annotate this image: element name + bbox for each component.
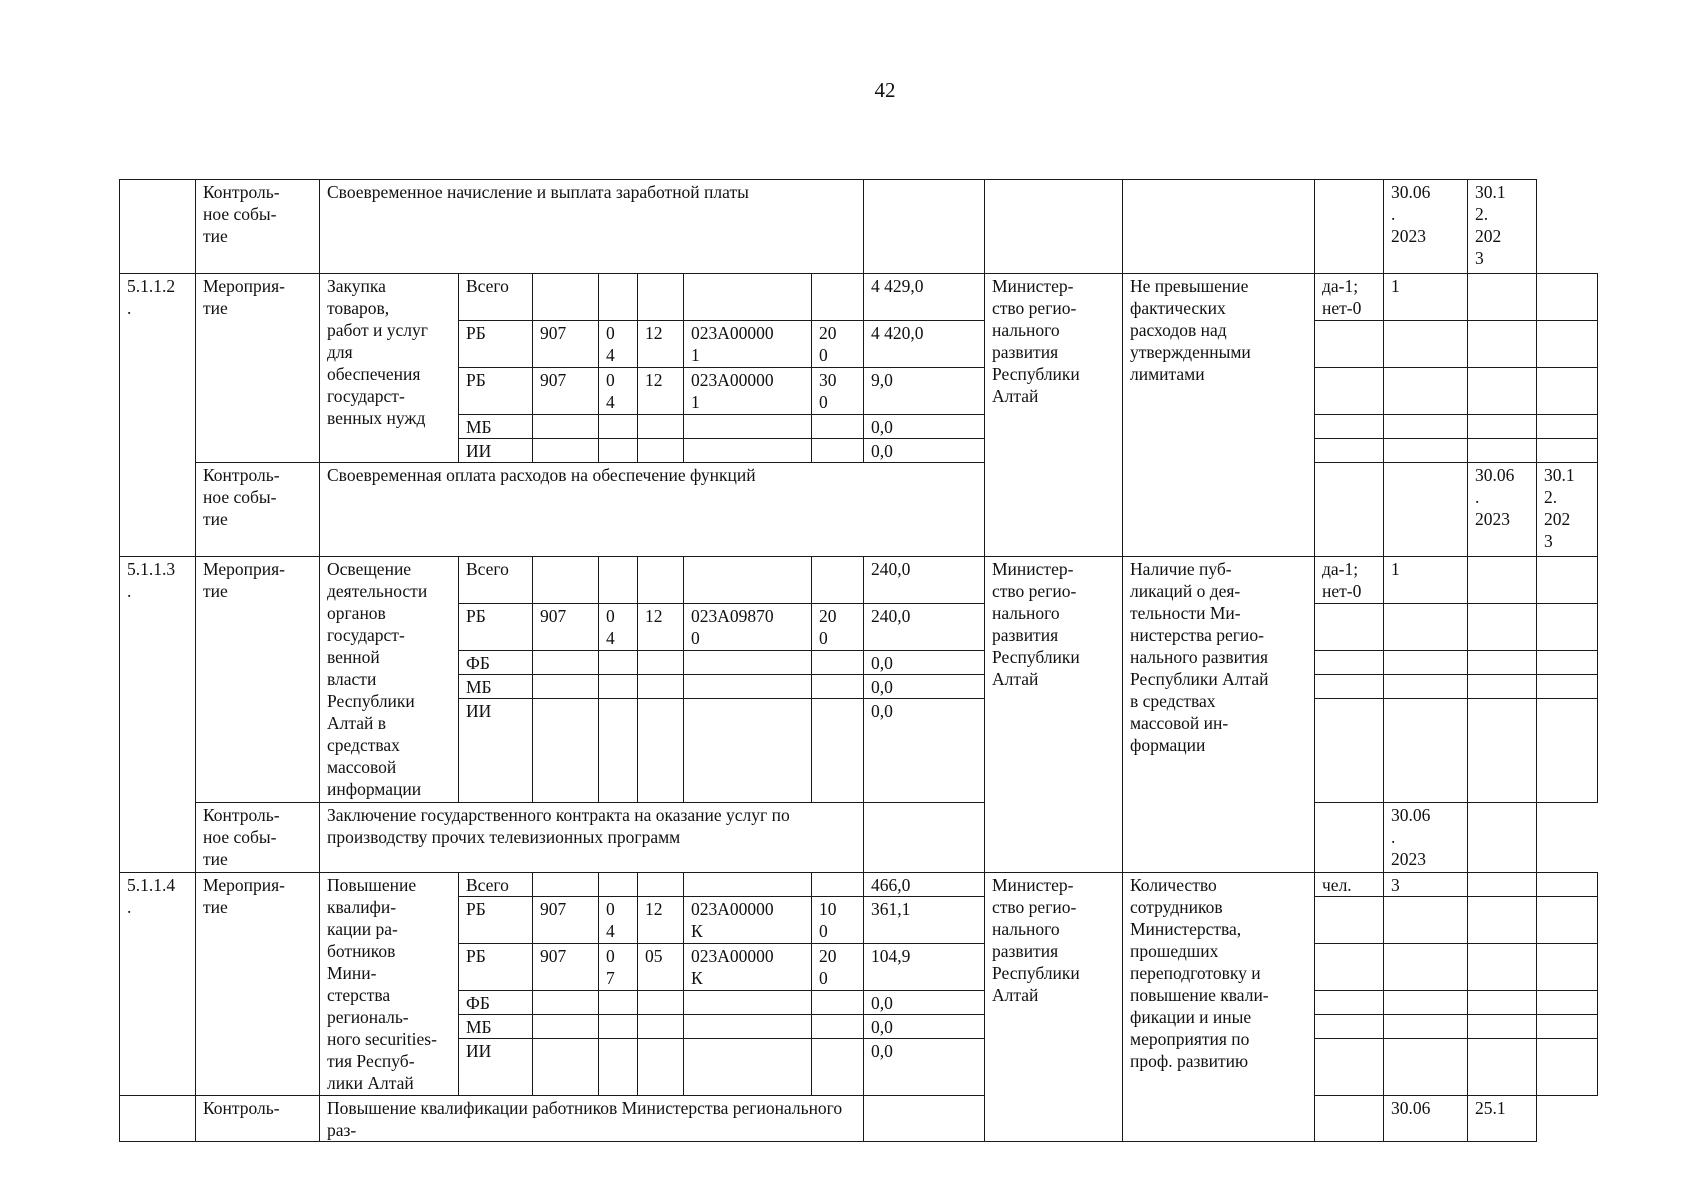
unit-cell [1315,897,1384,944]
date-end: 30.1 2. 202 3 [1537,463,1598,557]
executor-cell: Министер- ство регио- нального развития Республики Алтай [985,873,1123,1142]
fund-vr [812,675,864,699]
value-cell [1384,1015,1468,1039]
unit-cell [1315,415,1384,439]
fund-csr [684,415,812,439]
fund-pr: 12 [638,321,684,368]
fund-vr [812,557,864,604]
fund-csr [684,439,812,463]
fund-vr [812,439,864,463]
executor-cell: Министер- ство регио- нального развития Республики Алтай [985,557,1123,873]
fund-csr [684,274,812,321]
date-end [1537,944,1598,991]
unit-cell: чел. [1315,873,1384,897]
fund-rz [599,675,638,699]
fund-amount: 240,0 [864,557,985,604]
fund-pr: 12 [638,368,684,415]
fund-rz [599,873,638,897]
fund-rz [599,274,638,321]
date-start [1468,274,1537,321]
fund-rz [599,1039,638,1096]
unit-cell [1315,1039,1384,1096]
page-number: 42 [874,78,896,102]
date-end [1537,699,1598,803]
fund-vr: 30 0 [812,368,864,415]
unit-cell [1315,675,1384,699]
fund-pr [638,699,684,803]
date-end [1468,803,1537,873]
date-end [1537,991,1598,1015]
fund-grbs [533,699,599,803]
row-number [120,1096,196,1142]
date-end [1537,368,1598,415]
row-type: Контроль- [196,1096,320,1142]
value-cell [1384,463,1468,557]
fund-amount: 0,0 [864,1039,985,1096]
fund-vr: 20 0 [812,944,864,991]
fund-vr [812,873,864,897]
date-end [1537,873,1598,897]
fund-rz: 0 4 [599,604,638,651]
fund-amount: 0,0 [864,651,985,675]
fund-amount: 4 420,0 [864,321,985,368]
fund-csr [684,557,812,604]
unit-cell [1123,180,1315,274]
date-end [1537,604,1598,651]
date-start [1468,944,1537,991]
fund-grbs [533,873,599,897]
date-start [1468,991,1537,1015]
value-cell [1384,897,1468,944]
fund-rz [599,439,638,463]
fund-amount: 466,0 [864,873,985,897]
fund-vr [812,1039,864,1096]
date-start: 30.06 . 2023 [1468,463,1537,557]
fund-source: МБ [459,415,533,439]
unit-cell [1315,699,1384,803]
date-end [1537,897,1598,944]
fund-vr: 20 0 [812,604,864,651]
indicator-cell: Количество сотрудников Министерства, прошедших переподготовку и повышение квали- фикации и иные мероприятия по проф. развитию [1123,873,1315,1142]
fund-rz: 0 4 [599,897,638,944]
fund-grbs [533,439,599,463]
value-cell [1384,321,1468,368]
unit-cell [1315,439,1384,463]
fund-rz [599,557,638,604]
fund-pr [638,651,684,675]
date-end [1537,1039,1598,1096]
control-event-description: Повышение квалификации работников Министерства регионального раз- [320,1096,864,1142]
date-end [1537,1015,1598,1039]
fund-rz [599,991,638,1015]
row-type: Мероприя- тие [196,274,320,463]
fund-pr [638,557,684,604]
fund-csr: 023А00000 К [684,897,812,944]
fund-source: РБ [459,604,533,651]
fund-grbs [533,651,599,675]
fund-grbs [533,274,599,321]
fund-csr [684,699,812,803]
fund-source: РБ [459,321,533,368]
fund-csr: 023А09870 0 [684,604,812,651]
value-cell [1315,1096,1384,1142]
fund-csr [684,991,812,1015]
fund-pr [638,1039,684,1096]
fund-grbs: 907 [533,321,599,368]
value-cell [1315,180,1384,274]
date-start [1468,439,1537,463]
fund-pr [638,1015,684,1039]
date-start: 30.06 . 2023 [1384,180,1468,274]
date-start [1468,368,1537,415]
fund-vr [812,991,864,1015]
date-start [1468,321,1537,368]
date-end: 30.1 2. 202 3 [1468,180,1537,274]
value-cell [1384,675,1468,699]
unit-cell [1315,604,1384,651]
fund-pr: 12 [638,897,684,944]
fund-amount: 0,0 [864,991,985,1015]
row-type: Мероприя- тие [196,873,320,1096]
fund-pr: 05 [638,944,684,991]
date-start [1468,1039,1537,1096]
fund-amount: 9,0 [864,368,985,415]
control-event-description: Заключение государственного контракта на оказание услуг по производству прочих телевизионных программ [320,803,864,873]
fund-pr [638,439,684,463]
date-end [1537,274,1598,321]
date-start: 30.06 [1384,1096,1468,1142]
indicator-cell: Не превышение фактических расходов над утвержденными лимитами [1123,274,1315,557]
fund-csr [684,1015,812,1039]
fund-rz [599,1015,638,1039]
indicator-cell [985,180,1123,274]
value-cell [1315,803,1384,873]
fund-rz [599,699,638,803]
fund-vr [812,415,864,439]
date-start [1468,873,1537,897]
fund-pr [638,274,684,321]
fund-source: ИИ [459,1039,533,1096]
fund-csr: 023А00000 1 [684,321,812,368]
control-event-description: Своевременная оплата расходов на обеспечение функций [320,463,985,557]
row-type: Мероприя- тие [196,557,320,803]
unit-cell: да-1; нет-0 [1315,274,1384,321]
fund-amount: 0,0 [864,699,985,803]
unit-cell [864,1096,985,1142]
fund-csr [684,873,812,897]
value-cell [1384,415,1468,439]
row-number [120,180,196,274]
activity-name: Освещение деятельности органов государст- венной власти Республики Алтай в средствах массовой информации [320,557,459,803]
unit-cell [864,803,985,873]
value-cell [1384,368,1468,415]
date-end [1537,651,1598,675]
value-cell [1384,1039,1468,1096]
unit-cell [1315,463,1384,557]
date-end: 25.1 [1468,1096,1537,1142]
row-number: 5.1.1.2 . [120,274,196,557]
fund-amount: 104,9 [864,944,985,991]
fund-csr [684,1039,812,1096]
fund-grbs [533,675,599,699]
fund-rz: 0 7 [599,944,638,991]
fund-source: Всего [459,557,533,604]
fund-pr [638,415,684,439]
date-end [1537,557,1598,604]
fund-rz: 0 4 [599,321,638,368]
date-end [1537,415,1598,439]
value-cell: 1 [1384,274,1468,321]
row-number: 5.1.1.3 . [120,557,196,873]
control-event-row [120,180,1598,274]
fund-vr: 20 0 [812,321,864,368]
executor-cell: Министер- ство регио- нального развития Республики Алтай [985,274,1123,557]
fund-source: РБ [459,897,533,944]
fund-vr [812,274,864,321]
fund-grbs: 907 [533,368,599,415]
fund-source: ФБ [459,651,533,675]
fund-grbs [533,415,599,439]
fund-grbs [533,1039,599,1096]
fund-source: Всего [459,274,533,321]
date-end [1537,439,1598,463]
date-start [1468,699,1537,803]
unit-cell [1315,944,1384,991]
value-cell [1384,944,1468,991]
row-type: Контроль- ное собы- тие [196,180,320,274]
date-start [1468,897,1537,944]
fund-source: МБ [459,675,533,699]
date-start [1468,651,1537,675]
fund-csr [684,675,812,699]
date-end [1537,321,1598,368]
activity-name: Закупка товаров, работ и услуг для обеспечения государст- венных нужд [320,274,459,463]
value-cell [1384,651,1468,675]
fund-amount: 0,0 [864,439,985,463]
fund-grbs: 907 [533,604,599,651]
control-event-row [120,803,1598,873]
value-cell: 3 [1384,873,1468,897]
date-start [1468,675,1537,699]
fund-pr: 12 [638,604,684,651]
date-start [1468,415,1537,439]
fund-amount: 0,0 [864,675,985,699]
fund-csr: 023А00000 К [684,944,812,991]
date-start [1468,1015,1537,1039]
value-cell [1384,699,1468,803]
fund-pr [638,675,684,699]
fund-amount: 240,0 [864,604,985,651]
fund-source: ИИ [459,699,533,803]
indicator-cell: Наличие пуб- ликаций о дея- тельности Ми- нистерства регио- нального развития Республики Алтай в средствах массовой ин- формации [1123,557,1315,873]
date-start [1468,604,1537,651]
date-start [1468,557,1537,604]
date-start: 30.06 . 2023 [1384,803,1468,873]
fund-csr: 023А00000 1 [684,368,812,415]
fund-amount: 4 429,0 [864,274,985,321]
unit-cell [1315,651,1384,675]
unit-cell [1315,321,1384,368]
activity-row [120,873,1598,897]
value-cell [1384,604,1468,651]
fund-grbs: 907 [533,897,599,944]
row-type: Контроль- ное собы- тие [196,803,320,873]
control-event-row [120,1096,1598,1142]
fund-source: Всего [459,873,533,897]
value-cell [1384,439,1468,463]
fund-rz: 0 4 [599,368,638,415]
fund-rz [599,415,638,439]
unit-cell: да-1; нет-0 [1315,557,1384,604]
activity-row [120,274,1598,321]
value-cell [1384,991,1468,1015]
fund-source: ИИ [459,439,533,463]
fund-grbs [533,557,599,604]
fund-amount: 361,1 [864,897,985,944]
fund-vr [812,1015,864,1039]
fund-vr [812,699,864,803]
date-end [1537,675,1598,699]
fund-pr [638,873,684,897]
fund-source: ФБ [459,991,533,1015]
row-type: Контроль- ное собы- тие [196,463,320,557]
fund-source: РБ [459,368,533,415]
fund-amount: 0,0 [864,415,985,439]
fund-vr: 10 0 [812,897,864,944]
fund-grbs: 907 [533,944,599,991]
activity-row [120,557,1598,604]
program-plan-table [119,179,1598,1142]
fund-vr [812,651,864,675]
activity-name: Повышение квалифи- кации ра- ботников Мини- стерства региональ- ного securities- тия Респуб- лики Алтай [320,873,459,1096]
control-event-row [120,463,1598,557]
unit-cell [1315,1015,1384,1039]
fund-grbs [533,991,599,1015]
row-number: 5.1.1.4 . [120,873,196,1096]
fund-amount: 0,0 [864,1015,985,1039]
fund-pr [638,991,684,1015]
unit-cell [1315,991,1384,1015]
value-cell: 1 [1384,557,1468,604]
fund-source: МБ [459,1015,533,1039]
control-event-description: Своевременное начисление и выплата заработной платы [320,180,864,274]
fund-grbs [533,1015,599,1039]
unit-cell [1315,368,1384,415]
fund-csr [684,651,812,675]
executor-cell [864,180,985,274]
fund-source: РБ [459,944,533,991]
fund-rz [599,651,638,675]
